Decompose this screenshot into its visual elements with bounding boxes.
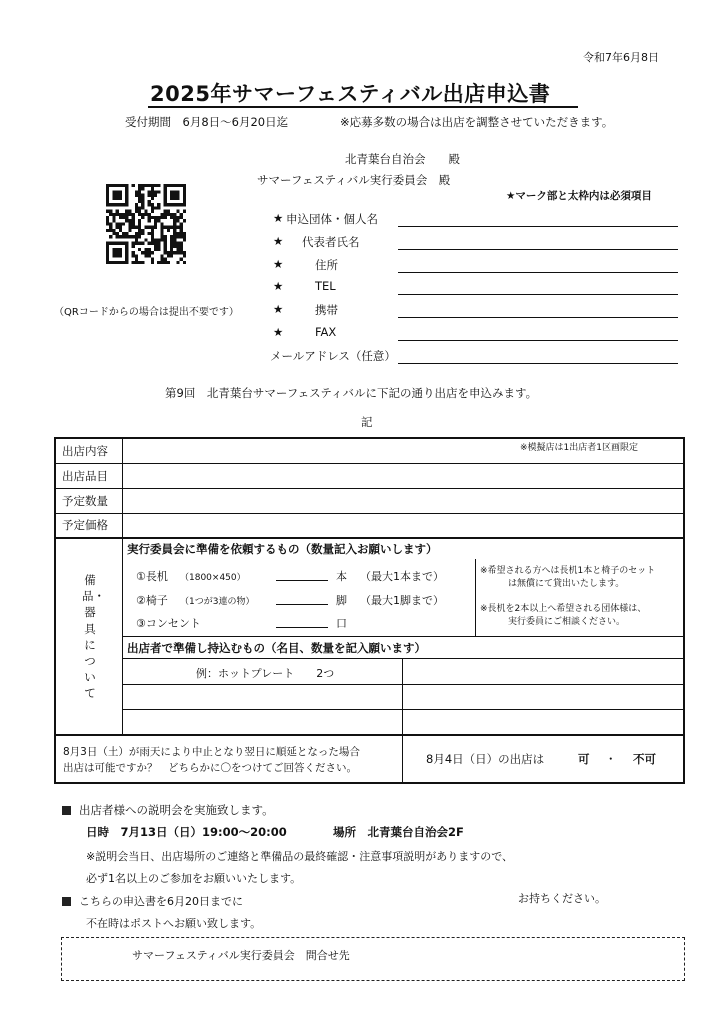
equip-note-1a: ※希望される方へは長机1本と椅子のセット xyxy=(480,566,656,576)
briefing-title-text: 出店者様への説明会を実施致します。 xyxy=(79,803,274,817)
answer-no-option[interactable]: 不可 xyxy=(633,752,656,766)
input-bring-item[interactable] xyxy=(404,711,682,733)
table-rule xyxy=(122,684,685,685)
equip-item-unit: 口 xyxy=(336,617,347,630)
row-label-price: 予定価格 xyxy=(62,518,108,532)
rain-question-line1: 8月3日（土）が雨天により中止となり翌日に順延となった場合 xyxy=(63,746,360,758)
equip-note-2b: 実行委員にご相談ください。 xyxy=(508,617,626,627)
table-rule xyxy=(122,709,685,710)
page-title: 2025年サマーフェスティバル出店申込書 xyxy=(150,82,551,106)
equip-note-2a: ※長机を2本以上へ希望される団体様は、 xyxy=(480,604,647,614)
ki-mark: 記 xyxy=(361,415,373,429)
input-quantity[interactable] xyxy=(124,490,682,512)
table-rule xyxy=(122,636,685,637)
input-bring-item[interactable] xyxy=(124,686,400,708)
adjust-note: ※応募多数の場合は出店を調整させていただきます。 xyxy=(340,115,614,129)
contact-title: サマーフェスティバル実行委員会 問合せ先 xyxy=(132,949,350,962)
stall-limit-note: ※模擬店は1出店者1区画限定 xyxy=(520,443,638,453)
briefing-note-1: ※説明会当日、出店場所のご連絡と準備品の最終確認・注意事項説明がありますので、 xyxy=(86,850,513,863)
table-rule xyxy=(54,734,685,736)
table-rule xyxy=(54,513,685,514)
submit-line-1b: お持ちください。 xyxy=(518,892,606,905)
submit-line-1 xyxy=(62,893,243,909)
equip-item-name: ②椅子 xyxy=(136,594,168,607)
equip-note-1b: は無償にて貸出いたします。 xyxy=(508,579,625,589)
field-label-fax: FAX xyxy=(315,325,337,339)
briefing-title xyxy=(62,802,274,818)
equip-item-unit: 脚 xyxy=(336,594,347,607)
field-star: ★ xyxy=(273,257,284,271)
field-star: ★ xyxy=(273,302,284,316)
field-star: ★ xyxy=(273,211,284,225)
answer-separator: ・ xyxy=(605,752,617,766)
table-rule xyxy=(122,437,123,734)
bullet-square-icon xyxy=(62,897,71,906)
input-bring-item[interactable] xyxy=(124,711,400,733)
addressee-association: 北青葉台自治会 殿 xyxy=(345,152,460,166)
equip-item-unit: 本 xyxy=(336,570,347,583)
row-label-content: 出店内容 xyxy=(62,444,108,458)
input-outlet-count[interactable] xyxy=(276,627,328,628)
field-input-group[interactable] xyxy=(398,226,678,227)
table-rule xyxy=(54,463,685,464)
briefing-note-2: 必ず1名以上のご参加をお願いいたします。 xyxy=(86,872,302,885)
briefing-datetime: 日時 7月13日（日）19:00〜20:00 xyxy=(86,825,287,839)
field-label-group: 申込団体・個人名 xyxy=(286,212,378,226)
equip-item-name: ③コンセント xyxy=(136,617,201,630)
field-label-email: メールアドレス（任意） xyxy=(270,349,396,363)
table-rule xyxy=(402,658,403,784)
submit-line-1-text: こちらの申込書を6月20日までに xyxy=(79,895,243,908)
input-bring-item[interactable] xyxy=(404,686,682,708)
field-input-email[interactable] xyxy=(398,363,678,364)
equip-item-max: （最大1脚まで） xyxy=(360,594,444,607)
field-star: ★ xyxy=(273,325,284,339)
qr-code[interactable] xyxy=(106,184,186,264)
field-input-tel[interactable] xyxy=(398,294,678,295)
field-label-mobile: 携帯 xyxy=(315,303,338,317)
equip-item-spec: （1つが3連の物） xyxy=(180,597,255,607)
equip-item-spec: （1800×450） xyxy=(180,573,246,583)
title-underline xyxy=(148,106,578,108)
field-label-representative: 代表者氏名 xyxy=(302,235,360,249)
field-input-mobile[interactable] xyxy=(398,317,678,318)
field-label-address: 住所 xyxy=(315,258,338,272)
bring-items-header: 出店者で準備し持込むもの（名目、数量を記入願います） xyxy=(127,641,426,655)
table-rule xyxy=(54,537,685,539)
date: 令和7年6月8日 xyxy=(583,51,659,64)
answer-yes-option[interactable]: 可 xyxy=(578,752,590,766)
rain-question-line2: 出店は可能ですか？ どちらかに〇をつけてご回答ください。 xyxy=(63,762,357,774)
bring-items-example: 例：ホットプレート 2つ xyxy=(196,667,335,680)
equip-item-name: ①長机 xyxy=(136,570,168,583)
table-rule xyxy=(122,658,685,659)
input-items[interactable] xyxy=(124,465,682,487)
field-input-address[interactable] xyxy=(398,272,678,273)
briefing-place: 場所 北青葉台自治会2F xyxy=(333,825,464,839)
bullet-square-icon xyxy=(62,806,71,815)
input-chair-count[interactable] xyxy=(276,604,328,605)
row-label-items: 出店品目 xyxy=(62,469,108,483)
apply-statement: 第9回 北青葉台サマーフェスティバルに下記の通り出店を申込みます。 xyxy=(165,386,538,400)
row-label-quantity: 予定数量 xyxy=(62,494,108,508)
rain-answer-label: 8月4日（日）の出店は xyxy=(426,752,545,766)
equip-item-max: （最大1本まで） xyxy=(360,570,444,583)
addressee-committee: サマーフェスティバル実行委員会 殿 xyxy=(257,173,451,187)
table-rule xyxy=(475,559,476,636)
qr-note: （QRコードからの場合は提出不要です） xyxy=(54,307,239,318)
field-star: ★ xyxy=(273,279,284,293)
table-rule xyxy=(54,488,685,489)
field-input-fax[interactable] xyxy=(398,340,678,341)
input-content[interactable] xyxy=(124,452,682,462)
input-long-desk-count[interactable] xyxy=(276,580,328,581)
field-input-representative[interactable] xyxy=(398,249,678,250)
submit-line-2: 不在時はポストへお願い致します。 xyxy=(86,917,262,930)
input-price[interactable] xyxy=(124,515,682,536)
field-star: ★ xyxy=(273,234,284,248)
equip-request-header: 実行委員会に準備を依頼するもの（数量記入お願いします） xyxy=(127,542,438,556)
reception-period: 受付期間 6月8日〜6月20日迄 xyxy=(125,115,289,129)
required-note: ★マーク部と太枠内は必須項目 xyxy=(506,190,652,202)
field-label-tel: TEL xyxy=(315,279,336,293)
equipment-section-label: 備品・器具について xyxy=(82,573,105,701)
